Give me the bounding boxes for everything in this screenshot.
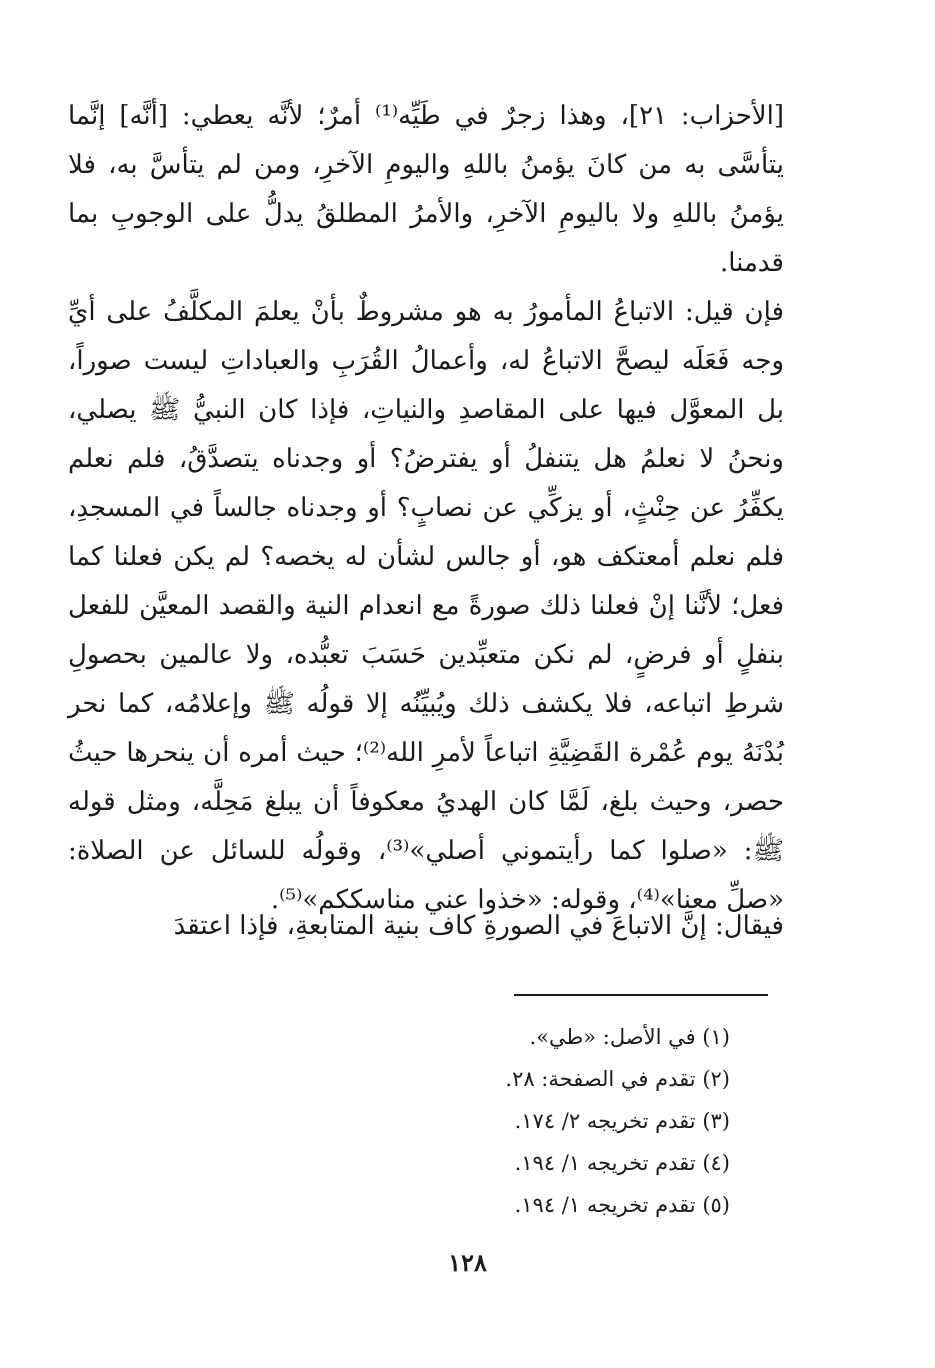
footnote-5: (٥) تقدم تخريجه ١/ ١٩٤. — [514, 1193, 730, 1217]
page-number: ١٢٨ — [448, 1248, 487, 1277]
footnotes-list — [300, 1016, 730, 1226]
footnote-4: (٤) تقدم تخريجه ١/ ١٩٤. — [514, 1151, 730, 1175]
body-paragraph-1: [الأحزاب: ٢١]، وهذا زجرٌ في طَيِّه⁽¹⁾ أمرٌ؛ لأنَّه يعطي: [أنَّه] إنَّما يتأسَّى به من كانَ يؤمنُ باللهِ واليومِ الآخرِ، ومن لم يتأسَّ به، فلا يؤمنُ باللهِ ولا باليومِ الآخرِ، والأمرُ المطلقُ يدلُّ على الوجوبِ بما قدمنا. — [68, 101, 784, 278]
footnote-2: (٢) تقدم في الصفحة: ٢٨. — [505, 1067, 730, 1091]
footnote-1: (١) في الأصل: «طي». — [529, 1025, 730, 1049]
footnote-separator — [514, 994, 768, 996]
body-paragraph-3: فيقال: إنَّ الاتباعَ في الصورةِ كاف بنية المتابعةِ، فإذا اعتقدَ — [173, 911, 784, 941]
footnote-3: (٣) تقدم تخريجه ٢/ ١٧٤. — [514, 1109, 730, 1133]
body-paragraph-2: فإن قيل: الاتباعُ المأمورُ به هو مشروطٌ بأنْ يعلمَ المكلَّفُ على أيِّ وجه فَعَلَه ليصحَّ الاتباعُ له، وأعمالُ القُرَبِ والعباداتِ ليست صوراً، بل المعوَّل فيها على المقاصدِ والنياتِ، فإذا كان النبيُّ ﷺ يصلي، ونحنُ لا نعلمُ هل يتنفلُ أو يفترضُ؟ أو وجدناه يتصدَّقُ، فلم نعلم يكفِّرُ عن حِنْثٍ، أو يزكِّي عن نصابٍ؟ أو وجدناه جالساً في المسجدِ، فلم نعلم أمعتكف هو، أو جالس لشأن له يخصه؟ لم يكن فعلنا كما فعل؛ لأنَّنا إنْ فعلنا ذلك صورةً مع انعدام النية والقصد المعيَّن للفعل بنفلٍ أو فرضٍ، لم نكن متعبِّدين حَسَبَ تعبُّده، ولا عالمين بحصولِ شرطِ اتباعه، فلا يكشف ذلك ويُبيِّنُه إلا قولُه ﷺ وإعلامُه، كما نحر بُدْنَهُ يوم عُمْرة القَضِيَّةِ اتباعاً لأمرِ الله⁽²⁾؛ حيث أمره أن ينحرها حيثُ حصر، وحيث بلغ، لَمَّا كان الهديُ معكوفاً أن يبلغ مَحِلَّه، ومثل قوله ﷺ: «صلوا كما رأيتموني أصلي»⁽³⁾، وقولُه للسائل عن الصلاة: «صلِّ معنا»⁽⁴⁾، وقوله: «خذوا عني مناسككم»⁽⁵⁾. — [68, 297, 785, 915]
